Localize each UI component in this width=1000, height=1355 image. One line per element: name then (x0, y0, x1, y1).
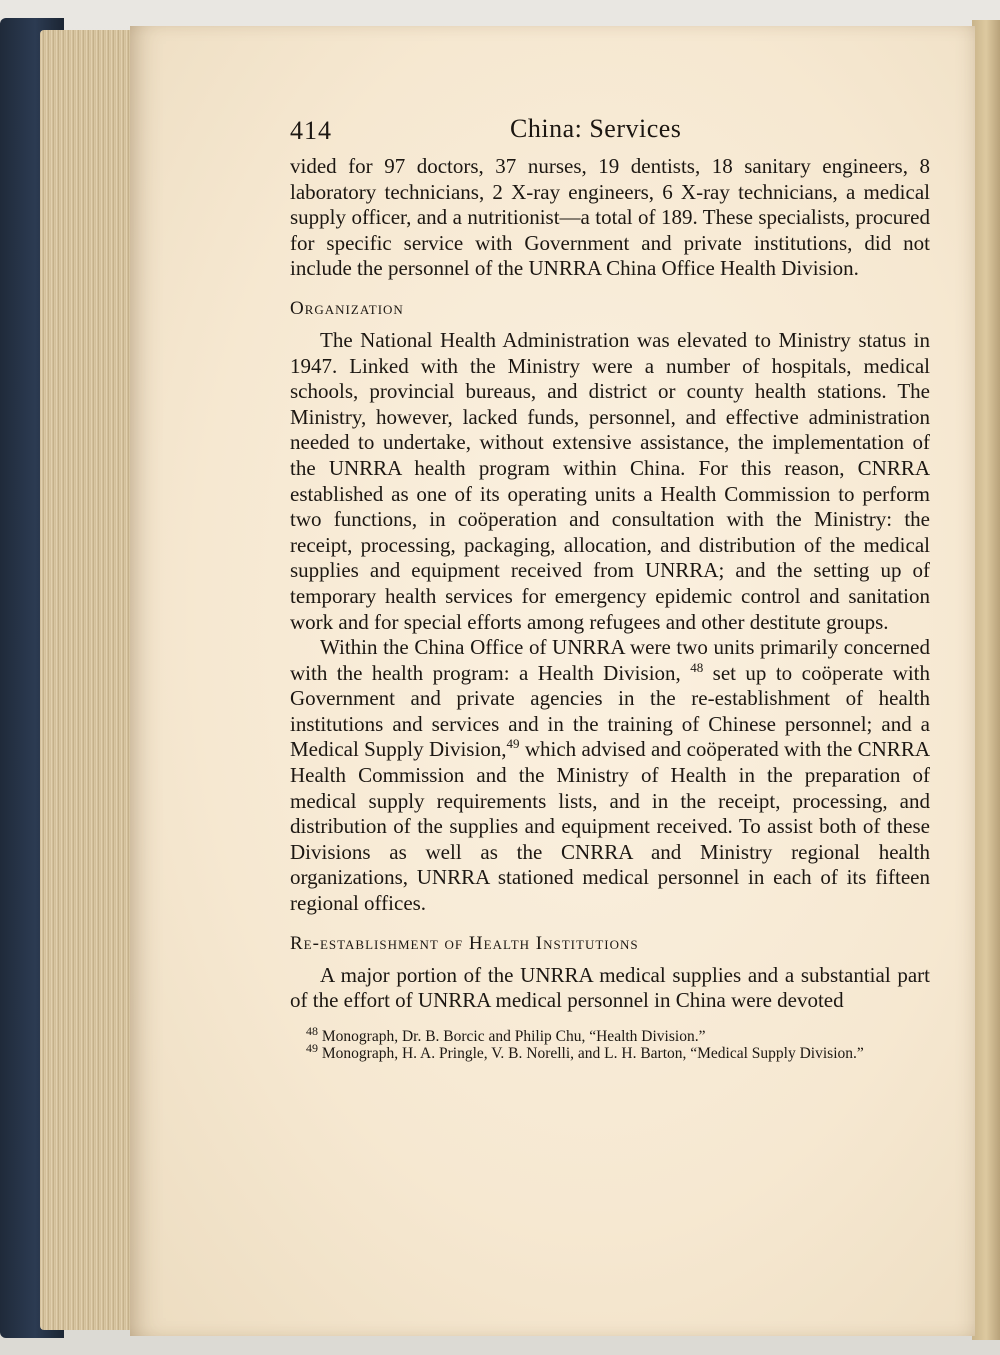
facing-page-edge (972, 20, 1000, 1340)
footnote-ref-49[interactable]: 49 (506, 736, 520, 752)
page-header (290, 114, 930, 154)
paragraph-continuation: vided for 97 doctors, 37 nurses, 19 dentists, 18 sanitary engineers, 8 laboratory technicians, 2 X-ray engineers, 6 X-ray technicians, a medical supply officer, and a nutritionist—a total of 189. These specialists, procured for specific service with Government and private institutions, did not include the personnel of the UNRRA China Office Health Division. (290, 154, 930, 281)
section-heading-reestablishment: Re-establishment of Health Institutions (290, 932, 639, 954)
footnote-mark: 49 (306, 1040, 318, 1055)
footnote-text: Monograph, H. A. Pringle, V. B. Norelli, and L. H. Barton, “Medical Supply Division.” (321, 1044, 864, 1062)
paragraph-major-portion: A major portion of the UNRRA medical supplies and a substantial part of the effort of UNRRA medical personnel in China were devoted (290, 962, 930, 1013)
paragraph-text: set up to coöperate with Government and private agencies in the re-establishment of health institutions and services and in the training of Chinese personnel; and a Medical Supply Division, (290, 660, 931, 762)
running-title: China: Services (510, 114, 682, 143)
footnote-48 (290, 1023, 930, 1045)
paragraph-china-office (290, 635, 930, 917)
footnote-text: Monograph, Dr. B. Borcic and Philip Chu, “Health Division.” (321, 1027, 706, 1045)
section-heading-organization: Organization (290, 297, 404, 319)
paragraph-text: which advised and coöperated with the CNRRA Health Commission and the Ministry of Health in the preparation of medical supply requirements lists, and in the receipt, processing, and distribution of the supplies and equipment received. To assist both of these Divisions as well as the CNRRA and Ministry regional health organizations, UNRRA stationed medical personnel in each of its fifteen regional offices. (290, 737, 930, 916)
footnote-49 (290, 1040, 930, 1062)
page-text (290, 114, 930, 1062)
page-edges (40, 30, 140, 1330)
footnote-ref-48[interactable]: 48 (690, 659, 704, 675)
footnotes (290, 1023, 930, 1062)
paragraph-ministry: The National Health Administration was elevated to Ministry status in 1947. Linked with the Ministry were a number of hospitals, medical schools, provincial bureaus, and district or county health stations. The Ministry, however, lacked funds, personnel, and effective administration needed to undertake, without extensive assistance, the implementation of the UNRRA health program within China. For this reason, CNRRA established as one of its operating units a Health Commission to perform two functions, in coöperation and consultation with the Ministry: the receipt, processing, packaging, allocation, and distribution of the medical supplies and equipment received from UNRRA; and the setting up of temporary health services for emergency epidemic control and sanitation work and for special efforts among refugees and other destitute groups. (290, 327, 930, 634)
paragraph-text: Within the China Office of UNRRA were two units primarily concerned with the health program: a Health Division, (290, 635, 930, 685)
page-number: 414 (290, 116, 332, 145)
footnote-mark: 48 (306, 1023, 318, 1038)
